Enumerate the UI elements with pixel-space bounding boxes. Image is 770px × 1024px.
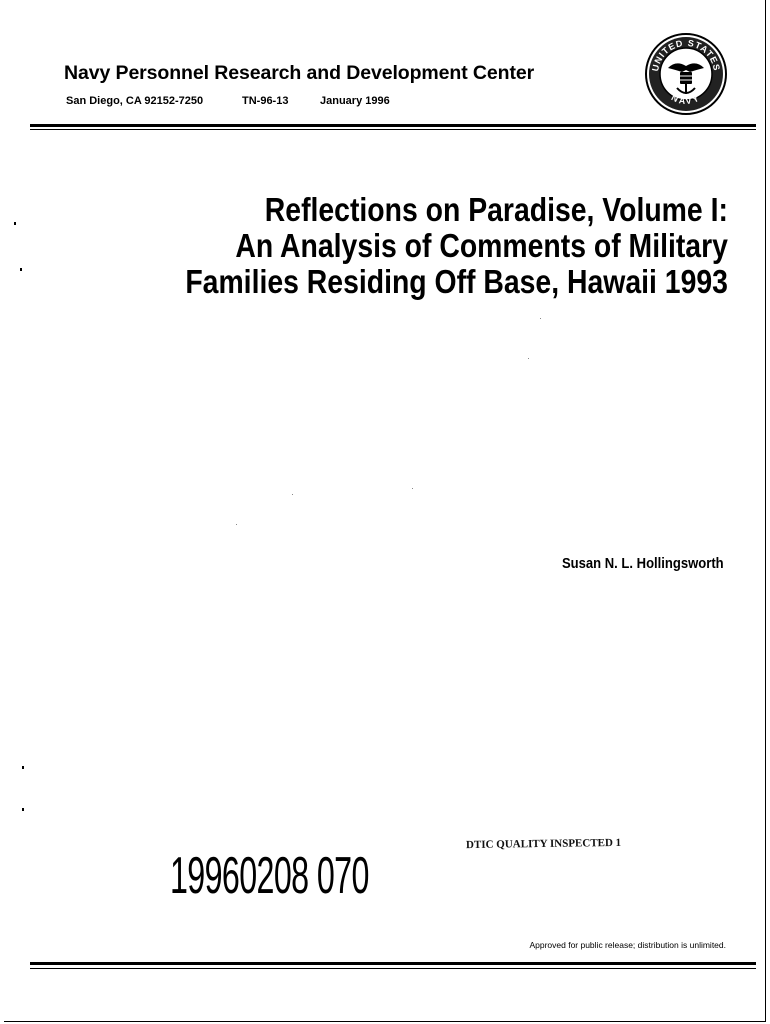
scan-speck [236, 524, 237, 525]
title-line-2: An Analysis of Comments of Military [235, 227, 729, 264]
document-title [185, 192, 728, 300]
footer-rule-thick [30, 962, 756, 965]
title-line-3: Families Residing Off Base, Hawaii 1993 [185, 263, 728, 300]
scan-speck [528, 358, 529, 359]
scan-mark [20, 268, 22, 271]
report-date: January 1996 [320, 95, 390, 107]
navy-seal-logo [644, 32, 728, 116]
title-line-1: Reflections on Paradise, Volume I: [264, 191, 728, 228]
accession-number: 19960208 070 [170, 847, 369, 905]
svg-text:UNITED STATES: UNITED STATES [650, 37, 722, 73]
header-rule-thin [30, 129, 756, 130]
scan-speck [540, 318, 541, 319]
scan-speck [412, 488, 413, 489]
footer-rule-thin [30, 968, 756, 969]
organization-address: San Diego, CA 92152-7250 [66, 95, 204, 107]
page-border [4, 0, 766, 1022]
scan-mark [22, 766, 24, 769]
scan-mark [22, 808, 24, 811]
scan-mark [14, 222, 16, 225]
distribution-statement: Approved for public release; distribution is unlimited. [529, 940, 726, 950]
svg-text:NAVY: NAVY [669, 92, 703, 107]
scan-speck [292, 494, 293, 495]
report-number: TN-96-13 [242, 95, 289, 107]
organization-name: Navy Personnel Research and Development Center [64, 62, 535, 84]
header-rule-thick [30, 124, 756, 127]
dtic-quality-stamp: DTIC QUALITY INSPECTED 1 [465, 836, 622, 852]
author-name: Susan N. L. Hollingsworth [562, 556, 724, 572]
